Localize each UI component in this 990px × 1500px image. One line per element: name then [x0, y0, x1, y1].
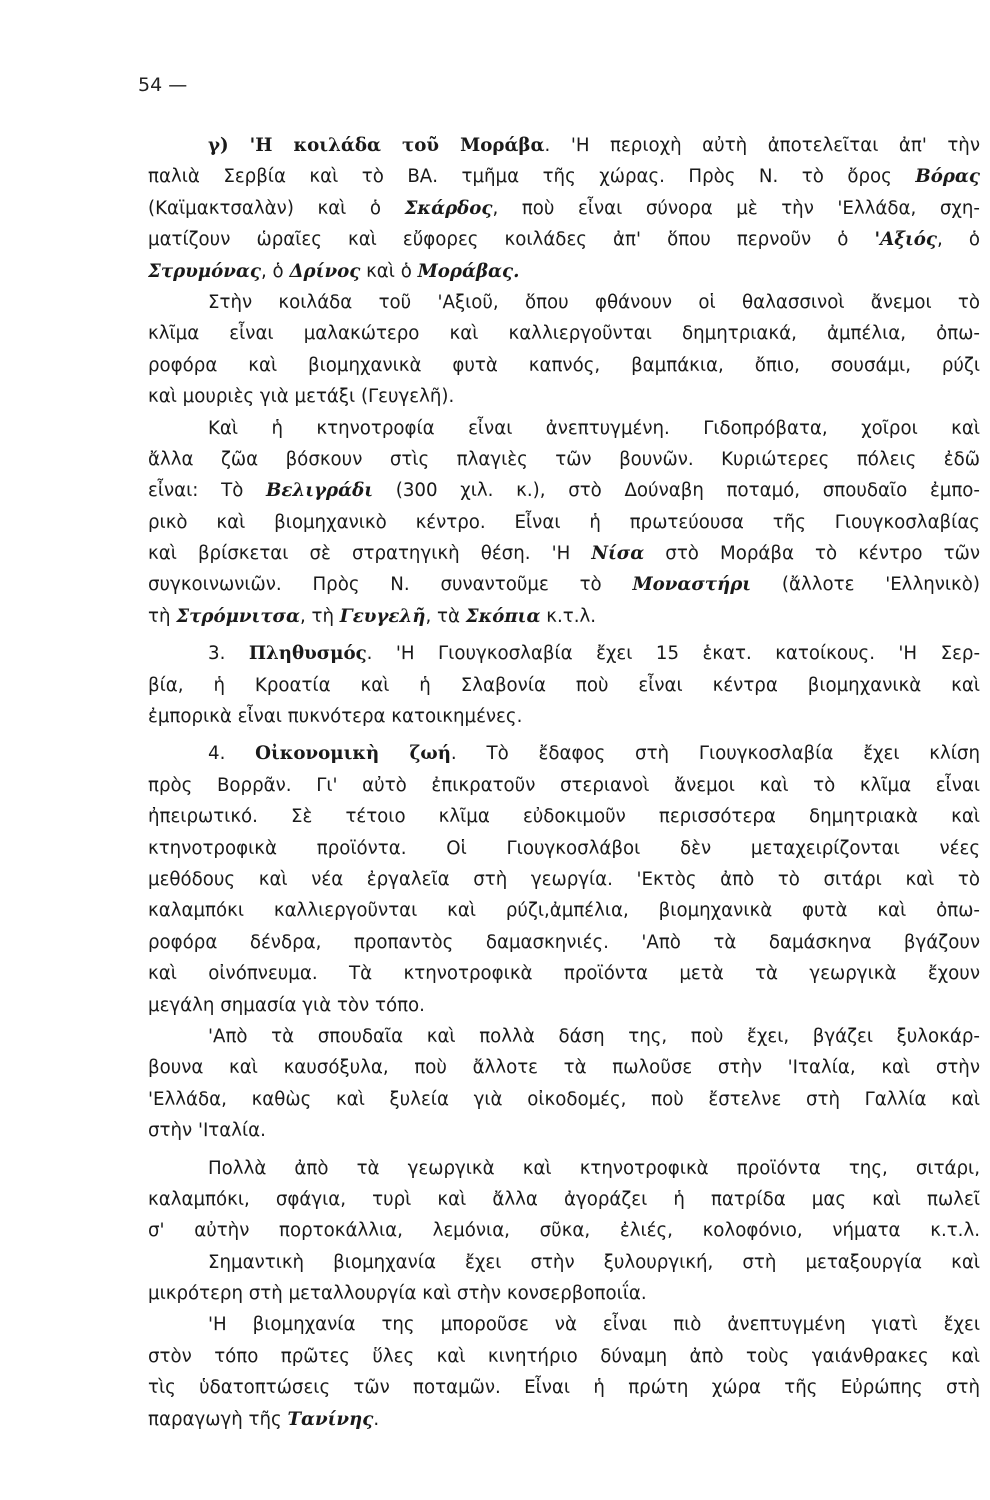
text-line	[148, 864, 980, 895]
text-segment: , τὴ	[299, 605, 340, 627]
text-segment: παλιὰ Σερβία καὶ τὸ ΒΑ. τμῆμα τῆς χώρας. Πρὸς Ν. τὸ ὄρος	[148, 166, 916, 188]
text-line	[148, 1084, 980, 1115]
emphasized-term: Βόρας	[915, 166, 980, 188]
text-segment: (ἄλλοτε 'Ελληνικὸ)	[751, 574, 980, 596]
text-line	[148, 224, 980, 255]
text-line	[148, 444, 980, 475]
text-segment: . 'Η Γιουγκοσλαβία ἔχει 15 ἑκατ. κατοίκους. 'Η Σερ-	[366, 643, 980, 665]
text-segment: βία, ἡ Κροατία καὶ ἡ Σλαβονία ποὺ εἶναι κέντρα βιομηχανικὰ καὶ	[148, 674, 980, 696]
text-line	[148, 256, 980, 287]
text-line	[148, 1247, 980, 1278]
text-segment: σ' αὐτὴν πορτοκάλλια, λεμόνια, σῦκα, ἐλιές, κολοφόνιο, νήματα κ.τ.λ.	[148, 1220, 980, 1242]
text-line	[148, 475, 980, 506]
text-segment: κτηνοτροφικὰ προϊόντα. Οἱ Γιουγκοσλάβοι δὲν μεταχειρίζονται νέες	[148, 837, 980, 859]
text-segment: καὶ οἰνόπνευμα. Τὰ κτηνοτροφικὰ προϊόντα μετὰ τὰ γεωργικὰ ἔχουν	[148, 963, 980, 985]
text-line	[148, 350, 980, 381]
emphasized-term: Μοράβας.	[417, 260, 520, 282]
text-segment: Σημαντικὴ βιομηχανία ἔχει στὴν ξυλουργική, στὴ μεταξουργία καὶ	[208, 1251, 980, 1273]
text-line	[148, 670, 980, 701]
text-segment: ματίζουν ὡραῖες καὶ εὔφορες κοιλάδες ἀπ' ὅπου περνοῦν ὁ	[148, 229, 875, 251]
text-segment: κ.τ.λ.	[540, 605, 597, 627]
text-segment: ἐμπορικὰ εἶναι πυκνότερα κατοικημένες.	[148, 706, 523, 728]
text-segment: , ὁ	[260, 260, 290, 282]
text-line	[148, 1278, 980, 1309]
text-segment: ροφόρα καὶ βιομηχανικὰ φυτὰ καπνός, βαμπάκια, ὄπιο, σουσάμι, ρύζι	[148, 354, 980, 376]
text-line	[148, 1052, 980, 1083]
text-line	[148, 193, 980, 224]
text-segment: μεθόδους καὶ νέα ἐργαλεῖα στὴ γεωργία. 'Εκτὸς ἀπὸ τὸ σιτάρι καὶ τὸ	[148, 868, 980, 890]
text-segment: , τὰ	[425, 605, 466, 627]
text-line	[148, 1309, 980, 1340]
text-line	[148, 958, 980, 989]
text-line	[148, 507, 980, 538]
text-segment: τὴ	[148, 605, 177, 627]
text-segment: Καὶ ἡ κτηνοτροφία εἶναι ἀνεπτυγμένη. Γιδοπρόβατα, χοῖροι καὶ	[208, 417, 980, 439]
text-segment: . 'Η περιοχὴ αὐτὴ ἀποτελεῖται ἀπ' τὴν	[544, 135, 980, 156]
text-segment: Πολλὰ ἀπὸ τὰ γεωργικὰ καὶ κτηνοτροφικὰ προϊόντα της, σιτάρι,	[208, 1157, 980, 1179]
text-line	[148, 1115, 980, 1146]
text-segment: 'Ελλάδα, καθὼς καὶ ξυλεία γιὰ οἰκοδομές, ποὺ ἔστελνε στὴ Γαλλία καὶ	[148, 1088, 980, 1110]
text-line	[148, 318, 980, 349]
text-segment: .	[373, 1408, 380, 1430]
text-segment: (Καϊμακτσαλὰν) καὶ ὁ	[148, 197, 405, 219]
text-segment: 3.	[208, 643, 249, 665]
section-heading: Πληθυσμός	[248, 643, 367, 665]
text-segment: ρικὸ καὶ βιομηχανικὸ κέντρο. Εἶναι ἡ πρωτεύουσα τῆς Γιουγκοσλαβίας	[148, 511, 980, 533]
text-segment: συγκοινωνιῶν. Πρὸς Ν. συναντοῦμε τὸ	[148, 574, 633, 596]
emphasized-term: Δρίνος	[289, 260, 361, 282]
text-segment: (300 χιλ. κ.), στὸ Δούναβη ποταμό, σπουδαῖο ἐμπο-	[373, 480, 980, 502]
text-line	[148, 413, 980, 444]
text-segment: , ὁ	[936, 229, 980, 251]
section-heading: γ) 'Η κοιλάδα τοῦ Μοράβα	[208, 135, 545, 156]
text-line	[148, 1021, 980, 1052]
body-text	[148, 130, 980, 1435]
text-segment: . Τὸ ἔδαφος στὴ Γιουγκοσλαβία ἔχει κλίση	[450, 743, 980, 765]
text-segment: 'Η βιομηχανία της μποροῦσε νὰ εἶναι πιὸ ἀνεπτυγμένη γιατὶ ἔχει	[208, 1314, 980, 1336]
text-segment: τὶς ὑδατοπτώσεις τῶν ποταμῶν. Εἶναι ἡ πρώτη χώρα τῆς Εὐρώπης στὴ	[148, 1377, 980, 1399]
section-heading: Οἰκονομικὴ ζωή	[255, 743, 451, 765]
emphasized-term: Τανίνης	[287, 1408, 374, 1430]
text-segment: ἄλλα ζῶα βόσκουν στὶς πλαγιὲς τῶν βουνῶν. Κυριώτερες πόλεις ἐδῶ	[148, 448, 980, 470]
text-segment: 4.	[208, 743, 256, 765]
text-line	[148, 770, 980, 801]
text-line	[148, 1215, 980, 1246]
text-line	[148, 601, 980, 632]
text-segment: παραγωγὴ τῆς	[148, 1408, 288, 1430]
text-line	[148, 990, 980, 1021]
emphasized-term: 'Αξιός	[874, 229, 937, 251]
text-line	[148, 1153, 980, 1184]
text-line	[148, 638, 980, 669]
text-line	[148, 1372, 980, 1403]
text-line	[148, 287, 980, 318]
text-line	[148, 833, 980, 864]
emphasized-term: Σκόπια	[465, 605, 541, 627]
text-line	[148, 130, 980, 161]
text-line	[148, 1341, 980, 1372]
text-line	[148, 161, 980, 192]
text-line	[148, 381, 980, 412]
emphasized-term: Νίσα	[591, 543, 645, 565]
text-segment: , ποὺ εἶναι σύνορα μὲ τὴν 'Ελλάδα, σχη-	[492, 197, 980, 219]
text-segment: καλαμπόκι, σφάγια, τυρὶ καὶ ἄλλα ἀγοράζει ἡ πατρίδα μας καὶ πωλεῖ	[148, 1188, 980, 1210]
emphasized-term: Στρυμόνας	[148, 260, 261, 282]
text-segment: πρὸς Βορρᾶν. Γι' αὐτὸ ἐπικρατοῦν στεριανοὶ ἄνεμοι καὶ τὸ κλῖμα εἶναι	[148, 774, 980, 796]
text-segment: καὶ βρίσκεται σὲ στρατηγικὴ θέση. 'Η	[148, 543, 592, 565]
text-line	[148, 569, 980, 600]
text-line	[148, 1404, 980, 1435]
emphasized-term: Σκάρδος	[404, 197, 493, 219]
text-segment: καὶ ὁ	[360, 260, 418, 282]
text-line	[148, 801, 980, 832]
text-line	[148, 701, 980, 732]
text-segment: κλῖμα εἶναι μαλακώτερο καὶ καλλιεργοῦνται δημητριακά, ἀμπέλια, ὀπω-	[148, 323, 980, 345]
text-segment: στὸ Μοράβα τὸ κέντρο τῶν	[644, 543, 980, 565]
emphasized-term: Μοναστήρι	[632, 574, 752, 596]
text-segment: ἠπειρωτικό. Σὲ τέτοιο κλῖμα εὐδοκιμοῦν περισσότερα δημητριακὰ καὶ	[148, 806, 980, 828]
text-segment: ροφόρα δένδρα, προπαντὸς δαμασκηνιές. 'Απὸ τὰ δαμάσκηνα βγάζουν	[148, 931, 980, 953]
text-segment: μεγάλη σημασία γιὰ τὸν τόπο.	[148, 994, 425, 1016]
text-segment: εἶναι: Τὸ	[148, 480, 267, 502]
text-segment: μικρότερη στὴ μεταλλουργία καὶ στὴν κονσερβοποιΐα.	[148, 1283, 647, 1305]
text-segment: στὴν 'Ιταλία.	[148, 1120, 266, 1142]
text-segment: 'Απὸ τὰ σπουδαῖα καὶ πολλὰ δάση της, ποὺ ἔχει, βγάζει ξυλοκάρ-	[208, 1025, 980, 1047]
text-segment: Στὴν κοιλάδα τοῦ 'Αξιοῦ, ὅπου φθάνουν οἱ θαλασσινοὶ ἄνεμοι τὸ	[208, 291, 980, 313]
emphasized-term: Βελιγράδι	[266, 480, 374, 502]
text-segment: βουνα καὶ καυσόξυλα, ποὺ ἄλλοτε τὰ πωλοῦσε στὴν 'Ιταλία, καὶ στὴν	[148, 1057, 980, 1079]
text-line	[148, 895, 980, 926]
emphasized-term: Γευγελῆ	[339, 605, 426, 627]
text-line	[148, 738, 980, 769]
text-segment: καὶ μουριὲς γιὰ μετάξι (Γευγελῆ).	[148, 386, 455, 408]
text-line	[148, 538, 980, 569]
emphasized-term: Στρόμνιτσα	[176, 605, 300, 627]
page-number: 54 —	[138, 74, 188, 96]
text-segment: στὸν τόπο πρῶτες ὕλες καὶ κινητήριο δύναμη ἀπὸ τοὺς γαιάνθρακες καὶ	[148, 1345, 980, 1367]
text-segment: καλαμπόκι καλλιεργοῦνται καὶ ρύζι,ἀμπέλια, βιομηχανικὰ φυτὰ καὶ ὀπω-	[148, 900, 980, 922]
text-line	[148, 927, 980, 958]
text-line	[148, 1184, 980, 1215]
